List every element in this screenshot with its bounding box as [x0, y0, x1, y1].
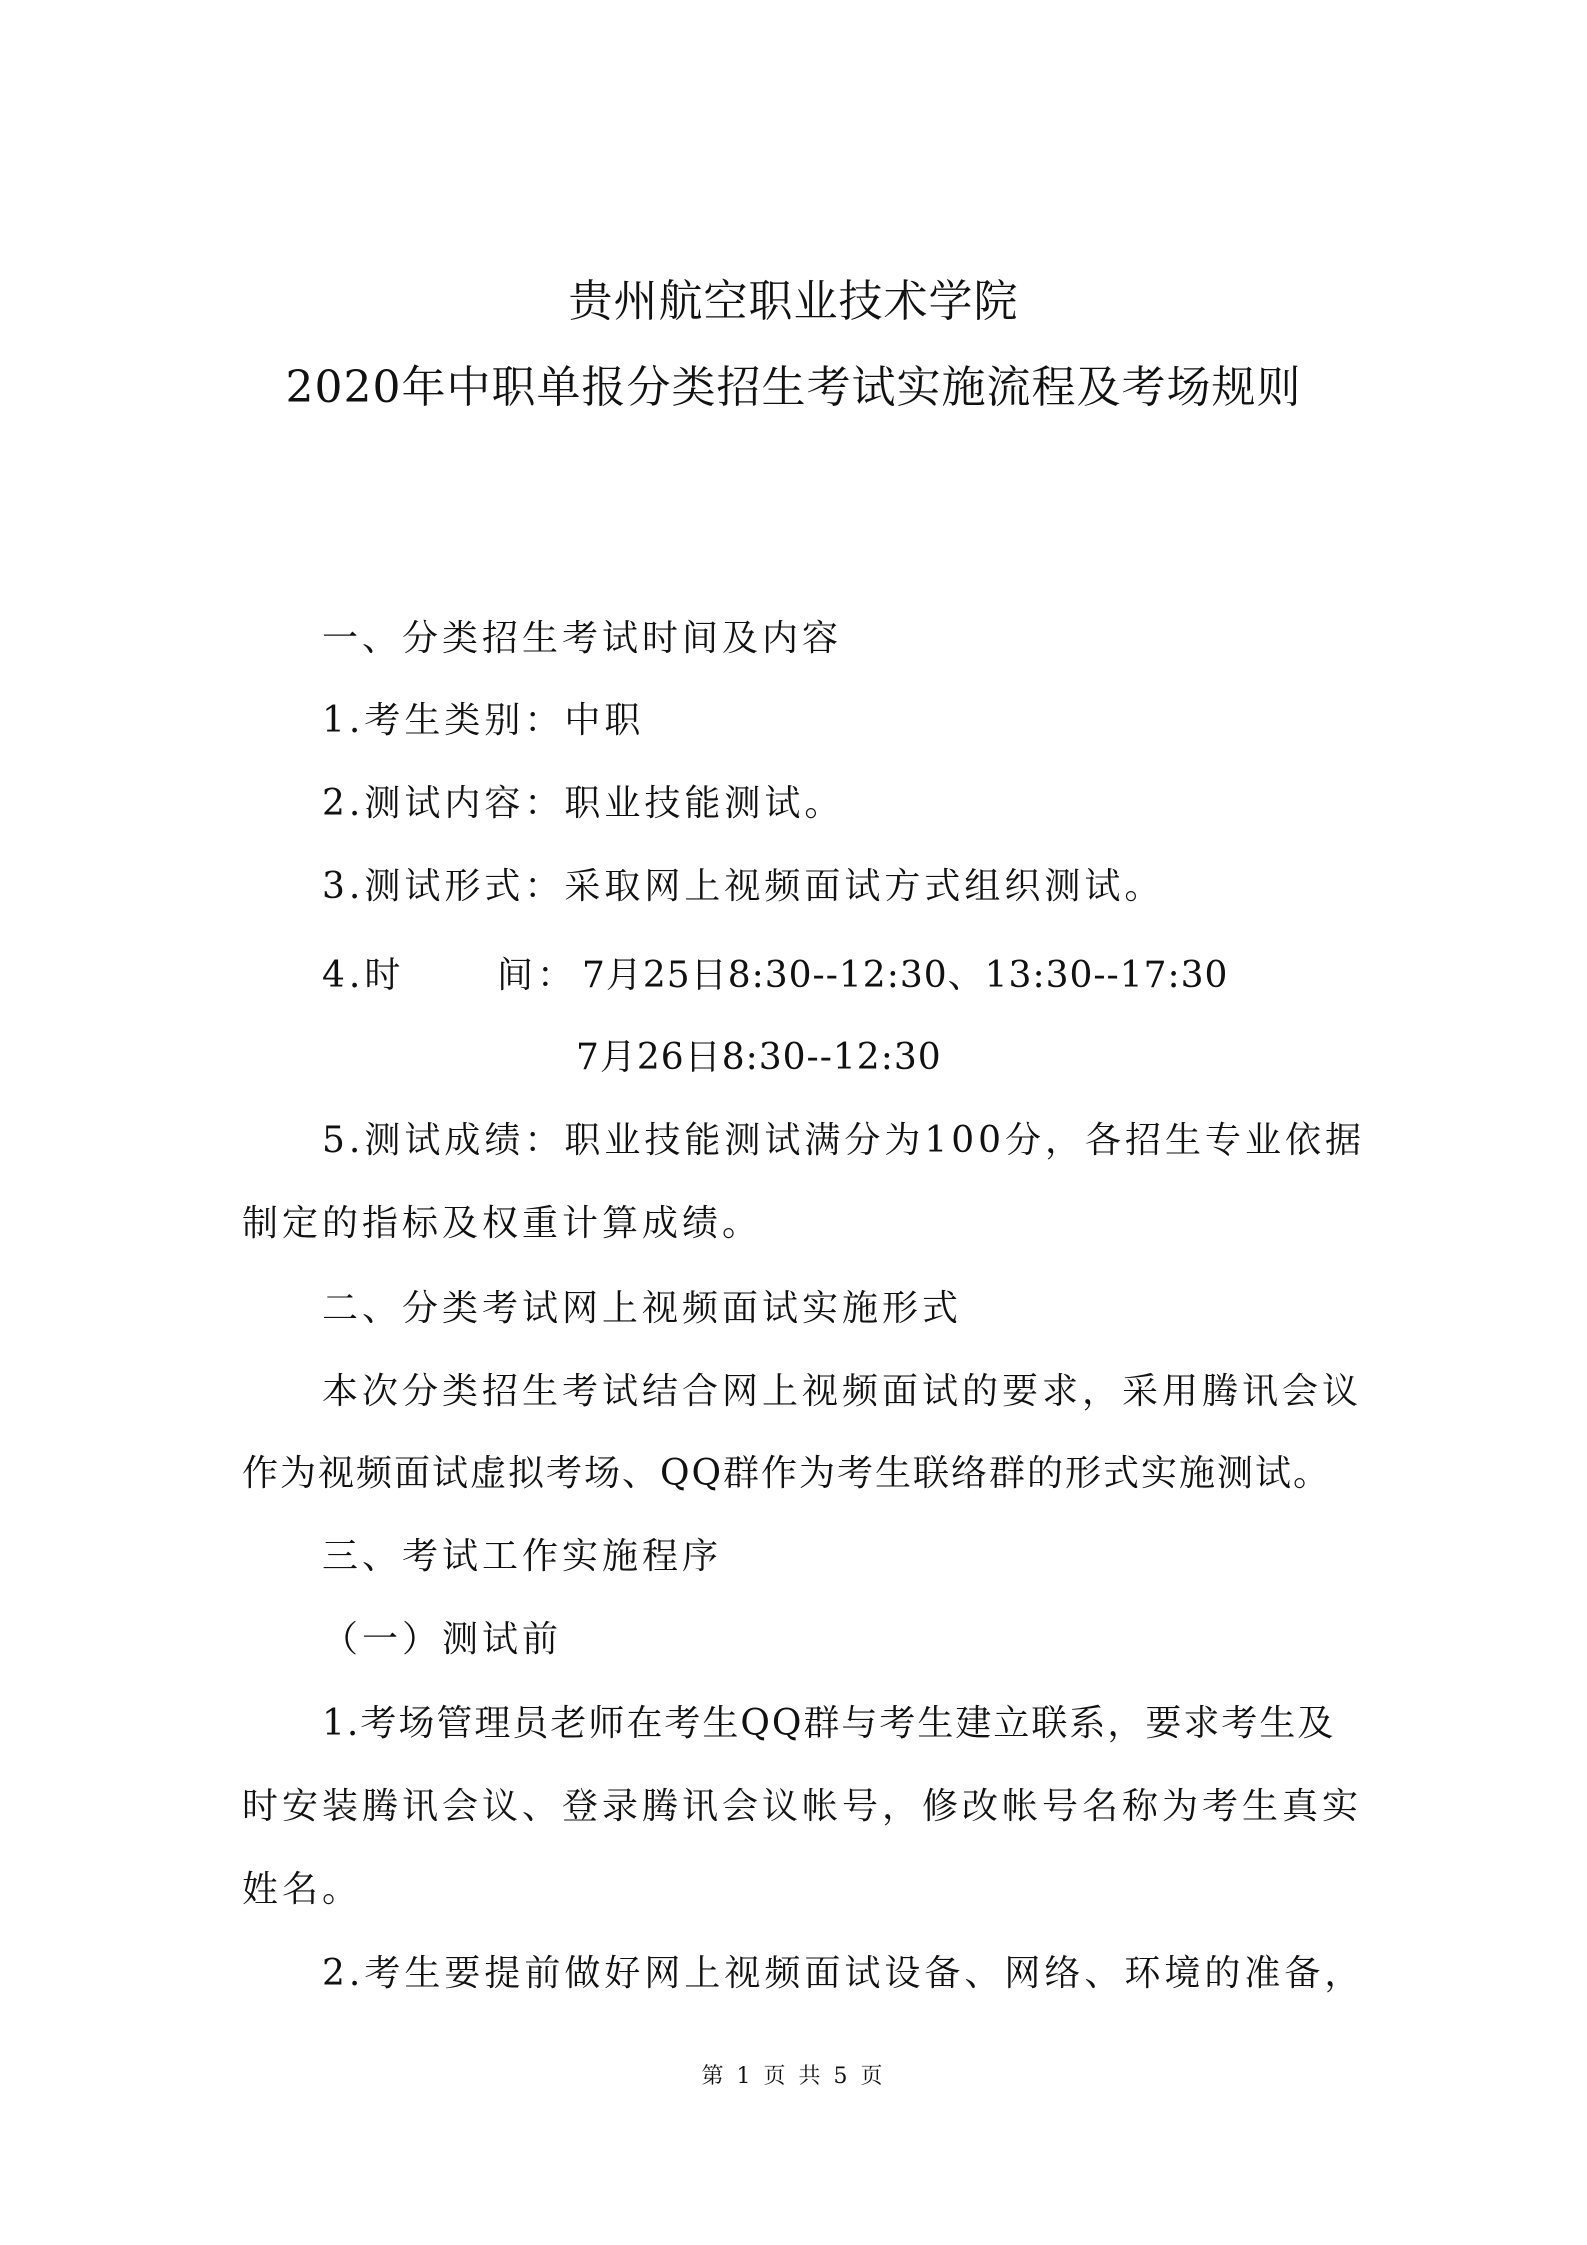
section3-subheading: （一）测试前	[322, 1619, 563, 1660]
section3-item1-line3: 姓名。	[242, 1869, 363, 1910]
section1-item4-label: 4.时 间：	[322, 955, 578, 996]
section2-para-line1: 本次分类招生考试结合网上视频面试的要求，采用腾讯会议	[322, 1371, 1363, 1412]
section1-item4-time2: 7月26日8:30--12:30	[576, 1037, 942, 1078]
section1-item4-time1: 7月25日8:30--12:30、13:30--17:30	[582, 955, 1229, 996]
section1-item1: 1.考生类别：中职	[322, 700, 645, 741]
title-main: 2020年中职单报分类招生考试实施流程及考场规则	[285, 362, 1302, 413]
title-institution: 贵州航空职业技术学院	[568, 276, 1019, 327]
section1-heading: 一、分类招生考试时间及内容	[322, 618, 843, 659]
section3-item2-line1: 2.考生要提前做好网上视频面试设备、网络、环境的准备，	[322, 1953, 1365, 1994]
section1-item5-line1: 5.测试成绩：职业技能测试满分为100分，各招生专业依据	[322, 1120, 1366, 1161]
page-number-footer: 第 1 页 共 5 页	[701, 2064, 886, 2089]
section3-item1-line1: 1.考场管理员老师在考生QQ群与考生建立联系，要求考生及	[322, 1703, 1336, 1744]
section2-para-line2: 作为视频面试虚拟考场、QQ群作为考生联络群的形式实施测试。	[242, 1453, 1332, 1494]
section2-heading: 二、分类考试网上视频面试实施形式	[322, 1288, 963, 1329]
section1-item2: 2.测试内容：职业技能测试。	[322, 783, 845, 824]
section1-item5-line2: 制定的指标及权重计算成绩。	[242, 1203, 763, 1244]
section1-item3: 3.测试形式：采取网上视频面试方式组织测试。	[322, 866, 1165, 907]
section3-item1-line2: 时安装腾讯会议、登录腾讯会议帐号，修改帐号名称为考生真实	[242, 1786, 1363, 1827]
section3-heading: 三、考试工作实施程序	[322, 1536, 723, 1577]
